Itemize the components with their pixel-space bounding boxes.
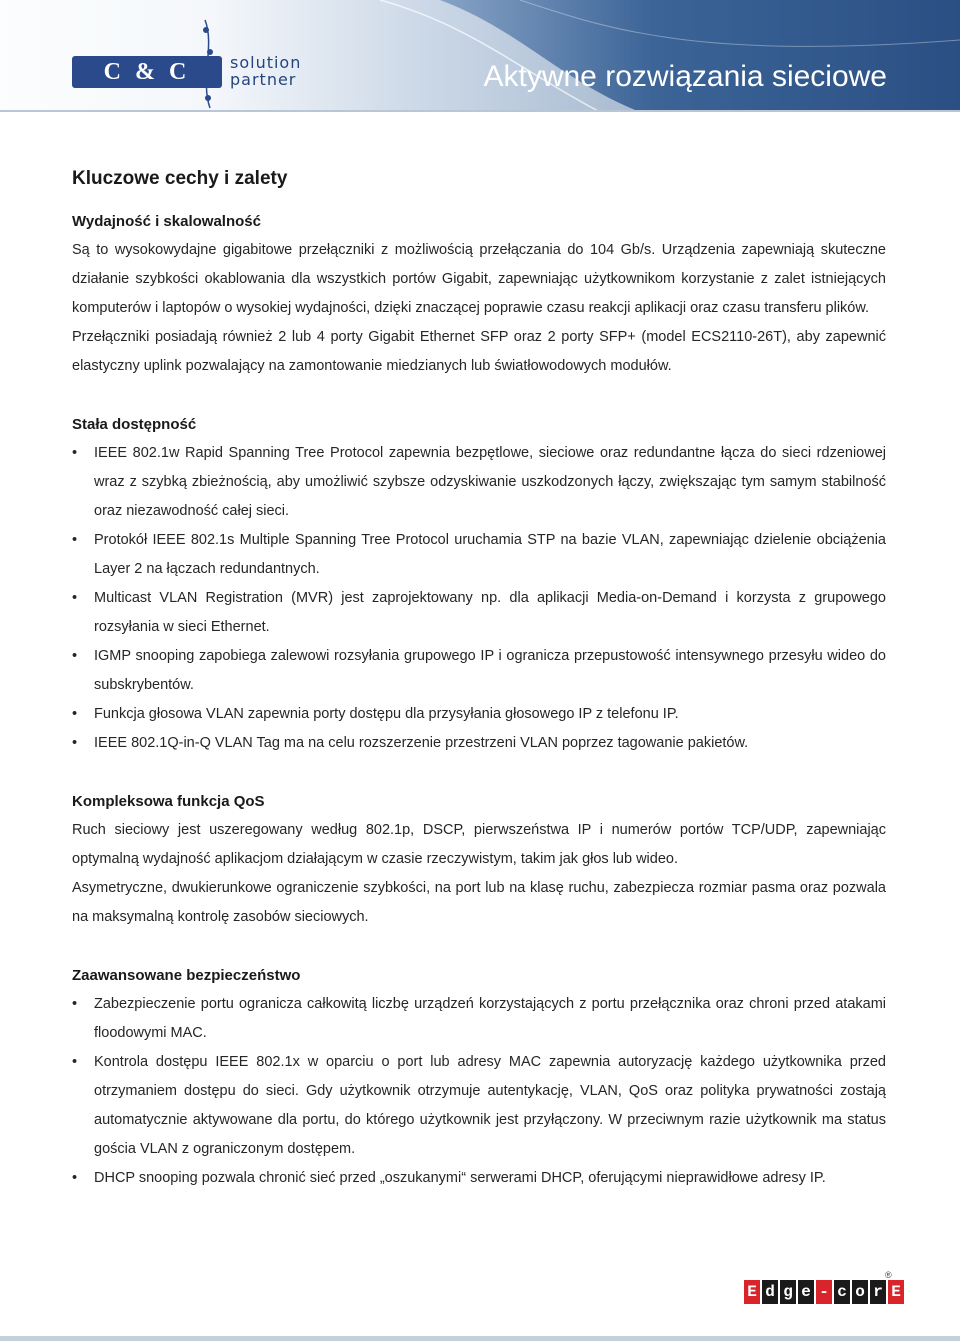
feature-list [72,439,886,758]
main-content [72,162,886,1193]
paragraph: Ruch sieciowy jest uszeregowany według 802.1p, DSCP, pierwszeństwa IP i numerów portów TCP/UDP, zapewniając optymalną wydajność aplikacjom działającym w czasie rzeczywistym, takim jak głos lub wideo. [72,822,886,867]
company-logo [72,56,222,88]
partner-line-1: solution [230,53,302,72]
brand-letter: o [852,1280,868,1304]
section-heading: Zaawansowane bezpieczeństwo [72,967,301,984]
logo-text: C & C [103,59,191,85]
list-item: • Funkcja głosowa VLAN zapewnia porty dostępu dla przysyłania głosowego IP z telefonu IP. [72,700,886,729]
header-divider [0,110,960,112]
section-qos [72,787,886,932]
solution-partner-label [230,54,301,88]
brand-letter: E [888,1280,904,1304]
section-security [72,961,886,1193]
list-item: • Multicast VLAN Registration (MVR) jest zaprojektowany np. dla aplikacji Media-on-Demand i korzysta z grupowego rozsyłania w sieci Ethernet. [72,584,886,642]
partner-line-2: partner [230,70,297,89]
list-item: • DHCP snooping pozwala chronić sieć przed „oszukanymi“ serwerami DHCP, oferującymi nieprawidłowe adresy IP. [72,1164,886,1193]
brand-letter: c [834,1280,850,1304]
list-item: • IGMP snooping zapobiega zalewowi rozsyłania grupowego IP i ogranicza przepustowość intensywnego przesyłu wideo do subskrybentów. [72,642,886,700]
feature-list [72,990,886,1193]
list-item: • Kontrola dostępu IEEE 802.1x w oparciu o port lub adresy MAC zapewnia autoryzację każdego użytkownika przed otrzymaniem dostępu do sieci. Gdy użytkownik otrzymuje autentykację, VLAN, QoS oraz polityka prywatności zostają automatycznie aktywowane dla portu, do którego użytkownik jest przyłączony. W przeciwnym razie użytkownik ma status gościa VLAN z ograniczonym dostępem. [72,1048,886,1164]
brand-letter: e [798,1280,814,1304]
list-item: • IEEE 802.1w Rapid Spanning Tree Protocol zapewnia bezpętlowe, sieciowe oraz redundantne łącza do sieci rdzeniowej wraz z szybką zbieżnością, aby umożliwić szybsze odzyskiwanie uszkodzonych łączy, zwiększając tym samym stabilność oraz niezawodność całej sieci. [72,439,886,526]
registered-mark: ® [885,1270,892,1280]
paragraph: Asymetryczne, dwukierunkowe ograniczenie szybkości, na port lub na klasę ruchu, zabezpiecza rozmiar pasma oraz pozwala na maksymalną kontrolę zasobów sieciowych. [72,880,886,925]
section-heading: Kompleksowa funkcja QoS [72,793,265,810]
brand-letter: r [870,1280,886,1304]
brand-letter: d [762,1280,778,1304]
paragraph: Są to wysokowydajne gigabitowe przełączniki z możliwością przełączania do 104 Gb/s. Urządzenia zapewniają skuteczne działanie szybkości okablowania dla wszystkich portów Gigabit, zapewniając użytkownikom korzystanie z zalet istniejących komputerów i laptopów o wysokiej wydajności, dzięki znaczącej poprawie czasu reakcji aplikacji oraz czasu transferu plików. [72,242,886,316]
section-performance [72,207,886,381]
brand-letter: E [744,1280,760,1304]
list-item: • Zabezpieczenie portu ogranicza całkowitą liczbę urządzeń korzystających z portu przełącznika oraz chroni przed atakami floodowymi MAC. [72,990,886,1048]
header-title: Aktywne rozwiązania sieciowe [483,60,887,93]
footer-divider [0,1336,960,1341]
brand-letter: - [816,1280,832,1304]
list-item: • Protokół IEEE 802.1s Multiple Spanning Tree Protocol uruchamia STP na bazie VLAN, zapewniając dzielenie obciążenia Layer 2 na łączach redundantnych. [72,526,886,584]
list-item: • IEEE 802.1Q-in-Q VLAN Tag ma na celu rozszerzenie przestrzeni VLAN poprzez tagowanie pakietów. [72,729,886,758]
brand-letter: g [780,1280,796,1304]
paragraph: Przełączniki posiadają również 2 lub 4 porty Gigabit Ethernet SFP oraz 2 porty SFP+ (model ECS2110-26T), aby zapewnić elastyczny uplink pozwalający na zamontowanie miedzianych lub światłowodowych modułów. [72,329,886,374]
page-header [0,0,960,112]
edgecore-logo [744,1280,904,1304]
page-title: Kluczowe cechy i zalety [72,168,288,189]
section-availability [72,410,886,758]
section-heading: Wydajność i skalowalność [72,213,261,230]
section-heading: Stała dostępność [72,416,197,433]
